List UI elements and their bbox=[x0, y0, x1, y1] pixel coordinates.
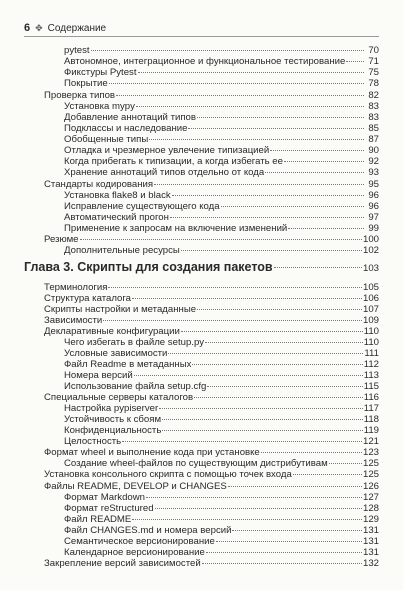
toc-entry-title: Файл CHANGES.md и номера версий bbox=[64, 525, 232, 536]
toc-entry bbox=[64, 134, 379, 145]
dot-leader bbox=[116, 95, 364, 96]
dot-leader bbox=[329, 463, 362, 464]
toc-entry-title: Формат Markdown bbox=[64, 492, 145, 503]
toc-entry-title: Резюме bbox=[44, 234, 79, 245]
dot-leader bbox=[162, 430, 362, 431]
dot-leader bbox=[261, 452, 362, 453]
dot-leader bbox=[91, 50, 364, 51]
dot-leader bbox=[274, 267, 362, 268]
dot-leader bbox=[192, 364, 362, 365]
toc-entry-title: Подклассы и наследование bbox=[64, 123, 188, 134]
dot-leader bbox=[206, 552, 362, 553]
toc-entry-title: Зависимости bbox=[44, 315, 103, 326]
dot-leader bbox=[202, 563, 362, 564]
toc-entry-title: Номера версий bbox=[64, 370, 133, 381]
toc-entry-page: 102 bbox=[362, 245, 379, 256]
toc-entry-title: Декларативные конфигурации bbox=[44, 326, 180, 337]
toc-entry-title: Скрипты настройки и метаданные bbox=[44, 304, 197, 315]
toc-entry bbox=[64, 458, 379, 469]
toc-entry-page: 128 bbox=[362, 503, 379, 514]
toc-entry-title: Формат reStructured bbox=[64, 503, 154, 514]
toc-entry-title: Формат wheel и выполнение кода при установке bbox=[44, 447, 260, 458]
toc-entry bbox=[64, 167, 379, 178]
toc-entry-page: 95 bbox=[368, 179, 379, 190]
toc-entry bbox=[64, 403, 379, 414]
toc-entry bbox=[44, 234, 379, 245]
toc-entry-title: Фикстуры Pytest bbox=[64, 67, 137, 78]
dot-leader bbox=[232, 530, 362, 531]
toc-entry bbox=[64, 145, 379, 156]
toc-entry-page: 109 bbox=[362, 315, 379, 326]
toc-entry-title: Стандарты кодирования bbox=[44, 179, 154, 190]
dot-leader bbox=[284, 161, 364, 162]
dot-leader bbox=[108, 287, 362, 288]
toc-entry bbox=[44, 282, 379, 293]
toc-entry bbox=[64, 359, 379, 370]
toc-entry-title: Обобщенные типы bbox=[64, 134, 149, 145]
toc-entry bbox=[64, 547, 379, 558]
toc-entry-page: 83 bbox=[368, 101, 379, 112]
toc-entry bbox=[64, 514, 379, 525]
toc-entry-page: 93 bbox=[368, 167, 379, 178]
toc-entry-page: 96 bbox=[368, 190, 379, 201]
toc-entry-page: 117 bbox=[363, 403, 379, 414]
ornament-icon: ✥ bbox=[35, 22, 43, 33]
toc-entry-page: 85 bbox=[368, 123, 379, 134]
toc-entry bbox=[64, 503, 379, 514]
dot-leader bbox=[132, 298, 362, 299]
toc-entry bbox=[64, 201, 379, 212]
toc-entry bbox=[64, 156, 379, 167]
toc-entry-title: Терминология bbox=[44, 282, 108, 293]
toc-entry-title: Чего избегать в файле setup.py bbox=[64, 337, 205, 348]
toc-entry bbox=[64, 112, 379, 123]
toc-entry-page: 131 bbox=[362, 525, 379, 536]
toc-entry-page: 119 bbox=[363, 425, 379, 436]
toc-entry-title: Файл Readme в метаданных bbox=[64, 359, 192, 370]
dot-leader bbox=[265, 172, 364, 173]
toc-entry-page: 87 bbox=[368, 134, 379, 145]
toc-entry-page: 92 bbox=[368, 156, 379, 167]
toc-entry bbox=[44, 179, 379, 190]
toc-entry bbox=[64, 101, 379, 112]
toc-entry-title: Использование файла setup.cfg bbox=[64, 381, 207, 392]
toc-entry-title: Конфиденциальность bbox=[64, 425, 162, 436]
dot-leader bbox=[188, 128, 364, 129]
dot-leader bbox=[216, 541, 362, 542]
toc-entry-page: 121 bbox=[362, 436, 379, 447]
dot-leader bbox=[207, 386, 362, 387]
toc-entry-title: Календарное версионирование bbox=[64, 547, 205, 558]
toc-entry bbox=[64, 381, 379, 392]
toc-entry-page: 105 bbox=[362, 282, 379, 293]
toc-entry-page: 107 bbox=[362, 304, 379, 315]
page-number: 6 bbox=[24, 22, 31, 34]
toc-chapter bbox=[24, 260, 379, 275]
toc-entry bbox=[44, 469, 379, 480]
toc-entry bbox=[44, 481, 379, 492]
dot-leader bbox=[205, 342, 363, 343]
toc-entry bbox=[64, 370, 379, 381]
toc-entry bbox=[44, 293, 379, 304]
toc-entry-title: Автономное, интеграционное и функциональное тестирование bbox=[64, 56, 346, 67]
toc-entry-page: 99 bbox=[368, 223, 379, 234]
dot-leader bbox=[146, 497, 362, 498]
toc-entry-page: 110 bbox=[363, 326, 379, 337]
toc-entry bbox=[64, 67, 379, 78]
dot-leader bbox=[103, 320, 362, 321]
toc-entry-page: 112 bbox=[363, 359, 379, 370]
toc-entry-title: Глава 3. Скрипты для создания пакетов bbox=[24, 260, 273, 274]
toc-entry-title: Условные зависимости bbox=[64, 348, 168, 359]
toc-entry bbox=[44, 315, 379, 326]
toc-entry-page: 131 bbox=[362, 547, 379, 558]
toc-entry-title: Файлы README, DEVELOP и CHANGES bbox=[44, 481, 227, 492]
toc-entry bbox=[64, 414, 379, 425]
toc-entry bbox=[64, 337, 379, 348]
toc-entry-title: Настройка pypiserver bbox=[64, 403, 159, 414]
toc-entry bbox=[64, 223, 379, 234]
toc-entry-page: 131 bbox=[362, 536, 379, 547]
toc-entry-title: Устойчивость к сбоям bbox=[64, 414, 162, 425]
toc-entry bbox=[64, 348, 379, 359]
toc-entry-title: Создание wheel-файлов по существующим дистрибутивам bbox=[64, 458, 328, 469]
dot-leader bbox=[155, 508, 362, 509]
toc-entry bbox=[64, 245, 379, 256]
toc-entry-page: 125 bbox=[362, 458, 379, 469]
toc-entry bbox=[64, 425, 379, 436]
toc-entry bbox=[44, 447, 379, 458]
toc-entry-page: 116 bbox=[363, 392, 379, 403]
toc-entry bbox=[64, 45, 379, 56]
toc-entry-title: Отладка и чрезмерное увлечение типизацией bbox=[64, 145, 270, 156]
toc-entry-page: 111 bbox=[364, 348, 379, 359]
toc-entry-title: Установка mypy bbox=[64, 101, 135, 112]
toc-entry-title: Дополнительные ресурсы bbox=[64, 245, 180, 256]
toc-entry bbox=[44, 304, 379, 315]
dot-leader bbox=[168, 353, 363, 354]
dot-leader bbox=[221, 206, 364, 207]
toc-entry-title: Проверка типов bbox=[44, 90, 116, 101]
toc-entry-page: 100 bbox=[362, 234, 379, 245]
toc-entry bbox=[64, 436, 379, 447]
toc-entry-page: 106 bbox=[362, 293, 379, 304]
toc-entry-title: Хранение аннотаций типов отдельно от кода bbox=[64, 167, 265, 178]
dot-leader bbox=[159, 408, 363, 409]
toc-entry-page: 82 bbox=[368, 90, 379, 101]
dot-leader bbox=[149, 139, 364, 140]
toc-entry-title: Семантическое версионирование bbox=[64, 536, 215, 547]
toc-entry bbox=[64, 78, 379, 89]
toc-entry bbox=[44, 558, 379, 569]
toc-entry-page: 125 bbox=[362, 469, 379, 480]
dot-leader bbox=[136, 106, 364, 107]
toc-entry-page: 75 bbox=[368, 67, 379, 78]
dot-leader bbox=[270, 150, 364, 151]
toc-entry-page: 115 bbox=[363, 381, 379, 392]
toc-entry-title: Исправление существующего кода bbox=[64, 201, 220, 212]
toc-entry-title: Закрепление версий зависимостей bbox=[44, 558, 201, 569]
dot-leader bbox=[288, 228, 364, 229]
dot-leader bbox=[138, 72, 364, 73]
dot-leader bbox=[109, 83, 364, 84]
toc-entry-page: 129 bbox=[362, 514, 379, 525]
header-rule bbox=[24, 36, 379, 37]
dot-leader bbox=[80, 239, 362, 240]
toc-entry-title: Применение к запросам на включение изменений bbox=[64, 223, 288, 234]
toc-entry-title: Автоматический прогон bbox=[64, 212, 169, 223]
toc-entry-page: 97 bbox=[368, 212, 379, 223]
toc-entry-page: 127 bbox=[362, 492, 379, 503]
dot-leader bbox=[181, 250, 362, 251]
toc-entry-page: 71 bbox=[368, 56, 379, 67]
dot-leader bbox=[132, 519, 362, 520]
toc-entry-title: Добавление аннотаций типов bbox=[64, 112, 196, 123]
toc-entry bbox=[64, 525, 379, 536]
toc-entry-page: 90 bbox=[368, 145, 379, 156]
dot-leader bbox=[181, 331, 363, 332]
toc-entry-title: Специальные серверы каталогов bbox=[44, 392, 194, 403]
dot-leader bbox=[197, 309, 362, 310]
toc-entry bbox=[64, 56, 379, 67]
dot-leader bbox=[154, 184, 364, 185]
toc-entry-page: 96 bbox=[368, 201, 379, 212]
running-title: Содержание bbox=[47, 22, 107, 34]
dot-leader bbox=[134, 375, 363, 376]
toc-entry-page: 118 bbox=[363, 414, 379, 425]
toc-entry bbox=[64, 123, 379, 134]
toc-entry bbox=[64, 492, 379, 503]
dot-leader bbox=[170, 217, 364, 218]
toc-entry-page: 113 bbox=[363, 370, 379, 381]
toc-entry-title: Покрытие bbox=[64, 78, 108, 89]
toc-entry bbox=[44, 90, 379, 101]
toc-entry-page: 126 bbox=[362, 481, 379, 492]
dot-leader bbox=[122, 441, 362, 442]
dot-leader bbox=[228, 486, 362, 487]
toc-entry-title: Установка flake8 и black bbox=[64, 190, 171, 201]
page-header bbox=[24, 21, 379, 35]
dot-leader bbox=[194, 397, 363, 398]
toc-entry-page: 78 bbox=[368, 78, 379, 89]
toc-entry-page: 110 bbox=[363, 337, 379, 348]
toc-entry bbox=[64, 212, 379, 223]
toc-entry-page: 132 bbox=[362, 558, 379, 569]
toc-entry-page: 123 bbox=[362, 447, 379, 458]
toc-entry bbox=[44, 392, 379, 403]
dot-leader bbox=[162, 419, 363, 420]
toc-entry-page: 70 bbox=[368, 45, 379, 56]
toc-entry-title: Установка консольного скрипта с помощью точек входа bbox=[44, 469, 292, 480]
toc-entry-page: 103 bbox=[362, 263, 379, 274]
toc-entry bbox=[44, 326, 379, 337]
dot-leader bbox=[346, 61, 364, 62]
toc-entry-title: pytest bbox=[64, 45, 90, 56]
toc-entry-page: 83 bbox=[368, 112, 379, 123]
dot-leader bbox=[293, 474, 362, 475]
dot-leader bbox=[172, 195, 364, 196]
toc-entry bbox=[64, 190, 379, 201]
toc-entry-title: Целостность bbox=[64, 436, 122, 447]
toc-entry-title: Файл README bbox=[64, 514, 132, 525]
toc-entry-title: Структура каталога bbox=[44, 293, 131, 304]
toc-entry bbox=[64, 536, 379, 547]
toc-entry-title: Когда прибегать к типизации, а когда избегать ее bbox=[64, 156, 283, 167]
dot-leader bbox=[197, 117, 364, 118]
